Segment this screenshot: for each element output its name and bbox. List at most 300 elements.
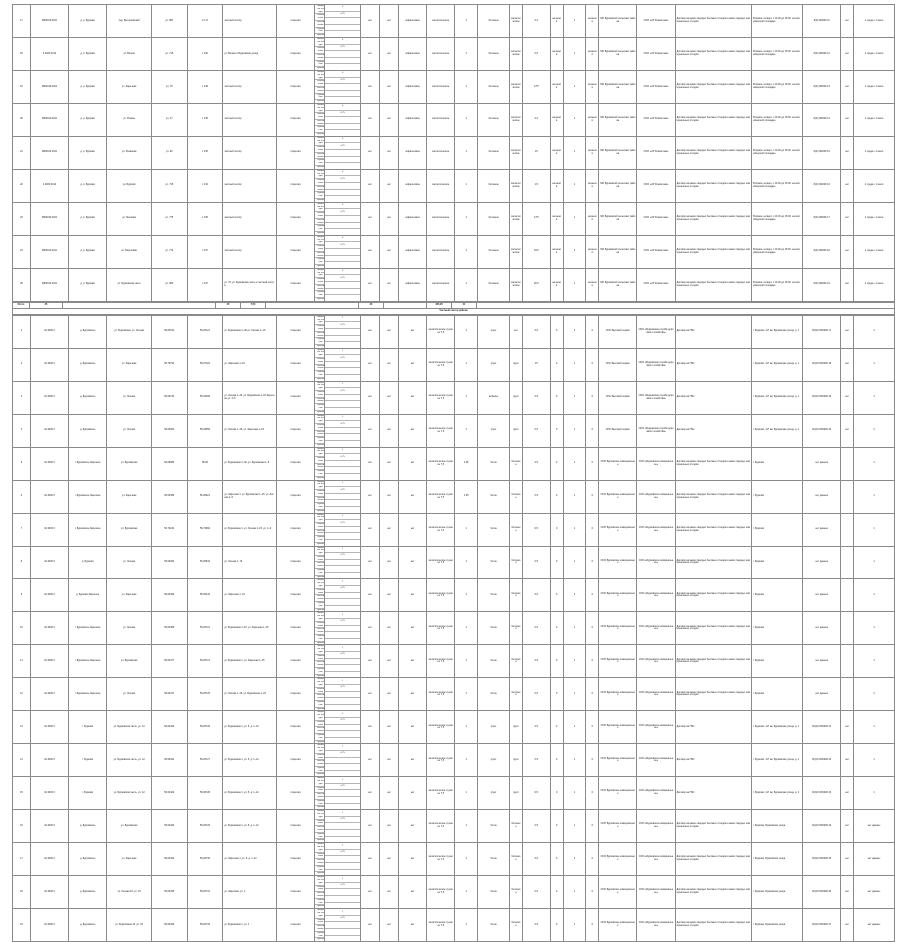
waste-type-label: пищевые отходы bbox=[315, 579, 324, 588]
waste-type-value bbox=[325, 573, 360, 579]
waste-type-label: смешанные bbox=[315, 523, 324, 530]
waste-type-label: бумажные bbox=[315, 192, 324, 199]
waste-type-label: прочие bbox=[317, 166, 325, 169]
table-a-cell-v2: на вызов bbox=[550, 5, 563, 38]
table-b-cell-loc: г. Бурково bbox=[69, 744, 107, 777]
table-a-cell-m1: нет bbox=[360, 169, 379, 202]
table-b-cell-v3: 1 bbox=[563, 843, 586, 876]
table-a-row bbox=[13, 103, 895, 136]
table-a-cell-cat: открытая bbox=[276, 37, 314, 70]
table-b-row bbox=[13, 777, 895, 810]
waste-type-label: прочие bbox=[317, 34, 325, 37]
waste-type-label: пищевые отходы bbox=[315, 5, 324, 14]
table-b-cell-m3: нет bbox=[399, 744, 427, 777]
waste-type-value: 0,75 bbox=[325, 143, 360, 150]
table-a-cell-v1: 0,75 bbox=[522, 70, 550, 103]
table-b-cell-loc: г. Бурковское Заречное bbox=[69, 513, 107, 546]
table-b-cell-m4: металлическое лучевое 7,5 bbox=[427, 810, 455, 843]
waste-type-value bbox=[325, 804, 360, 810]
table-a-cell-y: нет bbox=[841, 136, 854, 169]
table-b-cell-kind: ул. Бурковская 1, ул. Заречная 1–15 bbox=[223, 645, 277, 678]
table-a-cell-v1: 15 bbox=[522, 136, 550, 169]
table-b-cell-end: 1 bbox=[854, 579, 895, 612]
waste-type-label: прочие bbox=[317, 608, 325, 611]
table-a-cell-m1: нет bbox=[360, 202, 379, 235]
table-b-cell-kind: ул. Бурковская 1, ул. 5, д. 1–12 bbox=[223, 777, 277, 810]
table-a-cell-m1: нет bbox=[360, 70, 379, 103]
table-b-cell-kind: ул. Бурковская 1–48 ул. Лесная 1–16 bbox=[223, 315, 277, 348]
table-b-cell-m3: нет bbox=[399, 777, 427, 810]
waste-type-label: прочие bbox=[317, 67, 325, 70]
table-b-cell-contract: Договор на ГБО bbox=[675, 414, 751, 447]
table-a-cell-m6: бетонное bbox=[478, 235, 510, 268]
table-a-cell-m2: нет bbox=[380, 235, 399, 268]
table-a-cell-m6: бетонное bbox=[478, 202, 510, 235]
table-b-cell-v3: 1 bbox=[563, 447, 586, 480]
table-b-cell-v4: 0 bbox=[586, 579, 599, 612]
table-b-cell-sched: г. Бурково, 117 км, Бурковская улица, д. 1 bbox=[752, 348, 803, 381]
table-b-cell-org: ООО Бурковское коммунальное bbox=[599, 447, 637, 480]
table-b-cell-v4: 0 bbox=[586, 414, 599, 447]
table-b-cell-street: ул. Бурковская часть, ул. 12 bbox=[107, 711, 152, 744]
table-b-cell-m4: металлическое лучевое 7,5 bbox=[427, 645, 455, 678]
table-a-cell-m1: нет bbox=[360, 136, 379, 169]
table-b-cell-phone: 8(4)3 0150000 17 bbox=[803, 315, 841, 348]
table-b-cell-m4: металлическое лучевое 7,5 bbox=[427, 777, 455, 810]
table-b-cell-org: ООО Бурковское коммунальное bbox=[599, 513, 637, 546]
waste-type-value bbox=[325, 249, 360, 256]
table-a-cell-phone: 8(4) 000000 18 bbox=[803, 235, 841, 268]
waste-type-label: пластиковые bbox=[315, 595, 324, 602]
table-a-cell-contract: Договор на вывоз твердых бытовых отходов и вывоз твердых коммунальных отходов bbox=[675, 202, 751, 235]
table-a-cell-contract: Договор на вывоз твердых бытовых отходов и вывоз твердых коммунальных отходов bbox=[675, 37, 751, 70]
table-b-cell-end: 1 bbox=[854, 744, 895, 777]
table-b-cell-y bbox=[841, 480, 854, 513]
table-b-cell-v4: 0 bbox=[586, 480, 599, 513]
waste-type-value: 0,75 bbox=[325, 487, 360, 494]
table-b-cell-street: ул. Бурковская 16, ул. 15 bbox=[107, 909, 152, 942]
table-b-cell-m5: 1 bbox=[455, 711, 478, 744]
table-b-cell-phone: 8(4)3 0150000 23 bbox=[803, 777, 841, 810]
table-b-cell-m7: бетонное bbox=[510, 612, 523, 645]
table-b-cell-n: 11 bbox=[13, 645, 31, 678]
waste-type-value bbox=[325, 626, 360, 633]
waste-type-label: пищевые отходы bbox=[315, 269, 324, 278]
table-a-cell-v4: на вызов bbox=[586, 268, 599, 301]
table-b-cell-m6: бетон bbox=[478, 546, 510, 579]
table-b-cell-n: 9 bbox=[13, 579, 31, 612]
table-b-cell-v4: 0 bbox=[586, 546, 599, 579]
table-b-cell-code: 42 4000 0 bbox=[30, 414, 68, 447]
table-b-cell-contract: Договор на вывоз твердых бытовых отходов и вывоз твердых коммунальных отходов bbox=[675, 447, 751, 480]
table-b-cell-sched: г. Бурково bbox=[752, 447, 803, 480]
table-b-cell-m4: металлическое лучевое 7,5 bbox=[427, 480, 455, 513]
table-b-cell-n: 3 bbox=[13, 381, 31, 414]
table-b-cell-m1: нет bbox=[360, 480, 379, 513]
table-a-cell-v2: на вызов bbox=[550, 235, 563, 268]
table-a-cell-m3: асфальтовое bbox=[399, 103, 427, 136]
waste-type-label: пищевые отходы bbox=[315, 104, 324, 113]
table-a-cell-street: ул. Вишня bbox=[107, 37, 152, 70]
table-b-cell-addr: 56,00444 bbox=[187, 579, 223, 612]
table-a-cell-no: ул. 775 bbox=[151, 202, 187, 235]
table-a-cell-addr: с 148 bbox=[187, 70, 223, 103]
waste-type-label: бумажные bbox=[315, 291, 324, 298]
waste-type-label: прочие bbox=[317, 133, 325, 136]
table-b-cell-m7: грунт bbox=[510, 348, 523, 381]
table-b-cell-addr: 56,00 bbox=[187, 447, 223, 480]
table-b-cell-v1: 0,5 bbox=[522, 381, 550, 414]
table-b-row bbox=[13, 513, 895, 546]
table-b-cell-m5: 1 bbox=[455, 678, 478, 711]
table-b-cell-sched: г. Бурково, Бурковская улица bbox=[752, 843, 803, 876]
waste-type-label: пищевые отходы bbox=[315, 170, 324, 179]
table-b-cell-v1: 0,5 bbox=[522, 909, 550, 942]
waste-type-value bbox=[325, 665, 360, 672]
table-b-cell-m7: грунт bbox=[510, 414, 523, 447]
table-b-cell-kind: ул. Заречная 1–16 bbox=[223, 348, 277, 381]
waste-type-label: прочие bbox=[317, 264, 325, 267]
table-b-cell-owner: ООО «Бурковское коммунальное» bbox=[637, 711, 675, 744]
waste-type-value bbox=[325, 130, 360, 136]
table-b-cell-v3: 1 bbox=[563, 381, 586, 414]
table-a-cell-cat: открытая bbox=[276, 169, 314, 202]
table-b-cell-phone: 8(4)3 0150000 21 bbox=[803, 711, 841, 744]
table-b-cell-addr: 56,00731 bbox=[187, 876, 223, 909]
waste-type-label: пищевые отходы bbox=[315, 38, 324, 47]
waste-type-value bbox=[325, 97, 360, 103]
table-b-cell-end: 1 bbox=[854, 645, 895, 678]
waste-type-value bbox=[325, 150, 360, 157]
table-b-cell-v2: 0 bbox=[550, 381, 563, 414]
table-b-cell-no: 56,00422 bbox=[151, 777, 187, 810]
table-a-cell-contract: Договор на вывоз твердых бытовых отходов и вывоз твердых коммунальных отходов bbox=[675, 70, 751, 103]
table-b-cell-cat: открытая bbox=[276, 513, 314, 546]
table-b-row bbox=[13, 645, 895, 678]
table-b-cell-v3: 1 bbox=[563, 810, 586, 843]
waste-type-value bbox=[325, 830, 360, 837]
table-b-cell-v2: 0 bbox=[550, 876, 563, 909]
waste-type-value bbox=[325, 929, 360, 936]
waste-type-value: 1 bbox=[325, 415, 360, 422]
table-b-cell-m7: грунт bbox=[510, 381, 523, 414]
table-a-row bbox=[13, 37, 895, 70]
table-a-cell-end: 1 среда • 1 июля bbox=[854, 268, 895, 301]
table-a-cell-m4: металлическое bbox=[427, 70, 455, 103]
table-a-cell-phone: 8(4) 000000 16 bbox=[803, 169, 841, 202]
table-b-cell-org: ООО Бурковское коммунальное bbox=[599, 777, 637, 810]
waste-type-value: 1 bbox=[325, 876, 360, 883]
table-a-cell-v4: на вызов bbox=[586, 235, 599, 268]
waste-type-value bbox=[325, 527, 360, 534]
table-a-cell-street: ул. Рязань bbox=[107, 103, 152, 136]
waste-type-label: пластиковые bbox=[315, 87, 324, 94]
table-b-cell-loc: д. Бурковское bbox=[69, 315, 107, 348]
table-b-cell-v1: 0,5 bbox=[522, 744, 550, 777]
table-b-cell-m2: нет bbox=[380, 480, 399, 513]
table-a-cell-sched: Вторник–четверг, с 14:00 до 15:00, на контейнерной площадке bbox=[752, 37, 803, 70]
waste-type-value: 0,75 bbox=[325, 817, 360, 824]
table-a-cell-y: нет bbox=[841, 5, 854, 38]
table-b-cell-n: 1 bbox=[13, 315, 31, 348]
table-b-cell-end: 1 bbox=[854, 678, 895, 711]
table-b-cell-kind: ул. Бурковская 1–32, ул. Бурковская 1–5 bbox=[223, 447, 277, 480]
waste-type-value bbox=[325, 672, 360, 678]
table-a-cell-n: 17 bbox=[13, 5, 31, 38]
waste-type-value: 0 bbox=[325, 71, 360, 78]
table-b-cell-y bbox=[841, 579, 854, 612]
table-b-cell-loc: д. Бурковское bbox=[69, 381, 107, 414]
table-b-cell-v1: 0,5 bbox=[522, 645, 550, 678]
table-b-cell-m7: бетонное bbox=[510, 513, 523, 546]
table-a-cell-v4: на вызов bbox=[586, 70, 599, 103]
table-b-cell-m5: 1 bbox=[455, 381, 478, 414]
table-b-cell-street: ул. Бурковская, ул. Лесная bbox=[107, 315, 152, 348]
table-b-cell-kind: ул. Бурковская 1, ул. 5, д. 1–12 bbox=[223, 744, 277, 777]
waste-type-label: прочие bbox=[317, 542, 325, 545]
table-b-cell-contract: Договор на вывоз твердых бытовых отходов и вывоз твердых коммунальных отходов bbox=[675, 513, 751, 546]
table-a-row bbox=[13, 268, 895, 301]
table-b-cell-code: 42 4000 0 bbox=[30, 876, 68, 909]
table-a-cell-no: ул. 983 bbox=[151, 268, 187, 301]
waste-type-value: 0,75 bbox=[325, 454, 360, 461]
table-b-cell-addr: 56,00727 bbox=[187, 744, 223, 777]
table-b-cell-owner: ООО «Бурковское коммунальное» bbox=[637, 546, 675, 579]
waste-type-value: 0,75 bbox=[325, 322, 360, 329]
table-b-cell-code: 42 4000 0 bbox=[30, 348, 68, 381]
table-b-cell-v4: 0 bbox=[586, 876, 599, 909]
table-b-row bbox=[13, 711, 895, 744]
table-b-cell-owner: ООО «Бурковское коммунальное» bbox=[637, 579, 675, 612]
waste-type-label: бумажные bbox=[315, 932, 324, 939]
table-b-cell-sched: г. Бурково bbox=[752, 480, 803, 513]
table-b-cell-v2: 0 bbox=[550, 447, 563, 480]
table-b-cell-m5: 1 bbox=[455, 843, 478, 876]
waste-type-value: 1 bbox=[325, 448, 360, 455]
waste-type-value bbox=[325, 58, 360, 65]
table-a-cell-y: нет bbox=[841, 235, 854, 268]
table-b-cell-addr: 56,00728 bbox=[187, 777, 223, 810]
table-b-cell-m7: бетонное bbox=[510, 909, 523, 942]
waste-type-value bbox=[325, 705, 360, 711]
waste-type-label: пластиковые bbox=[315, 153, 324, 160]
waste-type-value: 0,75 bbox=[325, 520, 360, 527]
table-a-cell-v2: на вызов bbox=[550, 70, 563, 103]
waste-type-value: 1 bbox=[325, 711, 360, 718]
table-b-cell-n: 6 bbox=[13, 480, 31, 513]
table-b-cell-no: 56,00480 bbox=[151, 612, 187, 645]
table-b-cell-m1: нет bbox=[360, 909, 379, 942]
table-b-cell-org: ООО Бурковское коммунальное bbox=[599, 711, 637, 744]
table-a-cell-n: 20 bbox=[13, 103, 31, 136]
table-b-cell-no: 56,00417 bbox=[151, 678, 187, 711]
table-a-cell-m2: нет bbox=[380, 268, 399, 301]
waste-type-label: пищевые отходы bbox=[315, 678, 324, 687]
table-a-cell-phone: 8(4) 000000 11 bbox=[803, 5, 841, 38]
waste-type-label: пищевые отходы bbox=[315, 514, 324, 523]
waste-type-value: 1 bbox=[325, 909, 360, 916]
table-b-cell-m3: нет bbox=[399, 810, 427, 843]
waste-type-label: пищевые отходы bbox=[315, 547, 324, 556]
table-a-row bbox=[13, 136, 895, 169]
waste-type-label: смешанные bbox=[315, 787, 324, 794]
table-b-cell-contract: Договор на вывоз твердых бытовых отходов и вывоз твердых коммунальных отходов bbox=[675, 810, 751, 843]
table-a-row bbox=[13, 235, 895, 268]
waste-type-value: 0,75 bbox=[325, 850, 360, 857]
table-a-cell-phone: 8(4) 000000 17 bbox=[803, 202, 841, 235]
waste-type-label: бумажные bbox=[315, 503, 324, 510]
summary-total2: 7,50 bbox=[241, 302, 266, 308]
waste-type-label: бумажные bbox=[315, 61, 324, 68]
waste-type-label: смешанные bbox=[315, 919, 324, 926]
waste-type-value bbox=[325, 725, 360, 732]
waste-type-label: прочие bbox=[317, 674, 325, 677]
table-b-cell-no: 56,00426 bbox=[151, 909, 187, 942]
waste-type-label: бумажные bbox=[315, 258, 324, 265]
table-b-cell-v2: 0 bbox=[550, 744, 563, 777]
table-b-cell-m5: 1,05 bbox=[455, 480, 478, 513]
table-b-cell-street: ул. Лесная bbox=[107, 546, 152, 579]
table-a-cell-contract: Договор на вывоз твердых бытовых отходов и вывоз твердых коммунальных отходов bbox=[675, 136, 751, 169]
table-b-cell-m3: нет bbox=[399, 612, 427, 645]
table-b-cell-n: 7 bbox=[13, 513, 31, 546]
table-b-cell-street: ул. Бурковская bbox=[107, 810, 152, 843]
table-b-cell-cat: открытая bbox=[276, 711, 314, 744]
table-b-cell-v2: 0 bbox=[550, 810, 563, 843]
table-a-cell-addr: с 0,17 bbox=[187, 5, 223, 38]
table-b-cell-m2: нет bbox=[380, 381, 399, 414]
waste-type-value bbox=[325, 282, 360, 289]
table-b-cell-sched: г. Бурково, 117 км, Бурковская улица, д. 1 bbox=[752, 315, 803, 348]
table-a-cell-owner: ООО «АР Ремонтная» bbox=[637, 103, 675, 136]
table-a-cell-cat: открытая bbox=[276, 136, 314, 169]
waste-type-label: пластиковые bbox=[315, 562, 324, 569]
table-b-cell-org: ООО Бурковское коммунальное bbox=[599, 546, 637, 579]
table-b-cell-y: нет bbox=[841, 909, 854, 942]
table-a-cell-v2: на вызов bbox=[550, 268, 563, 301]
table-a-cell-v4: на вызов bbox=[586, 202, 599, 235]
waste-type-label: прочие bbox=[317, 839, 325, 842]
waste-type-label: пластиковые bbox=[315, 859, 324, 866]
table-b-cell-v3: 1 bbox=[563, 876, 586, 909]
table-b-cell-y: нет bbox=[841, 381, 854, 414]
table-b-cell-m4: металлическое лучевое 7,5 bbox=[427, 447, 455, 480]
table-b-cell-m7: бетонное bbox=[510, 810, 523, 843]
table-b-cell-phone: нет данных bbox=[803, 612, 841, 645]
table-b-cell-n: 5 bbox=[13, 447, 31, 480]
table-b-cell-phone: нет данных bbox=[803, 678, 841, 711]
waste-type-label: бумажные bbox=[315, 701, 324, 708]
table-b-cell-m1: нет bbox=[360, 876, 379, 909]
table-a-cell-addr: с 134 bbox=[187, 169, 223, 202]
table-a-cell-m7: металлическое bbox=[510, 5, 523, 38]
table-b-cell-phone: 8(4)3 0150000 26 bbox=[803, 876, 841, 909]
table-b-cell-loc: д. Бурковское bbox=[69, 414, 107, 447]
table-b-cell-m7: грунт bbox=[510, 744, 523, 777]
table-b-cell-owner: ООО «Бурковское коммунальное» bbox=[637, 447, 675, 480]
table-b-cell-kind: ул. Лесная 1, 16 bbox=[223, 546, 277, 579]
table-b-cell-contract: Договор на вывоз твердых бытовых отходов и вывоз твердых коммунальных отходов bbox=[675, 645, 751, 678]
waste-type-label: пищевые отходы bbox=[315, 71, 324, 80]
table-a-cell-m6: бетонное bbox=[478, 70, 510, 103]
waste-type-label: смешанные bbox=[315, 820, 324, 827]
table-a-cell-m4: металлическое bbox=[427, 235, 455, 268]
table-b-cell-addr: 56,00621 bbox=[187, 480, 223, 513]
waste-type-label: прочие bbox=[317, 377, 325, 380]
table-b-cell-kind: ул. Бурковская 1–15, ул. Заречная 1–15 bbox=[223, 612, 277, 645]
waste-type-label: бумажные bbox=[315, 800, 324, 807]
table-b-cell-no: 56,00420 bbox=[151, 711, 187, 744]
waste-type-label: бумажные bbox=[315, 899, 324, 906]
table-b-cell-m7: нет bbox=[510, 315, 523, 348]
table-a-cell-org: МО Бурковский сельсовет района bbox=[599, 37, 637, 70]
table-a-cell-m2: нет bbox=[380, 136, 399, 169]
table-b-cell-code: 42 4000 0 bbox=[30, 480, 68, 513]
waste-type-label: пластиковые bbox=[315, 120, 324, 127]
table-b-cell-sched: г. Бурково bbox=[752, 546, 803, 579]
waste-type-label: смешанные bbox=[315, 688, 324, 695]
table-b-row bbox=[13, 447, 895, 480]
table-a-cell-m2: нет bbox=[380, 5, 399, 38]
table-b-cell-code: 42 4000 0 bbox=[30, 843, 68, 876]
table-b-cell-addr: 56,00721 bbox=[187, 645, 223, 678]
table-b-cell-m3: нет bbox=[399, 843, 427, 876]
table-b-cell-v1: 0,5 bbox=[522, 480, 550, 513]
table-a-cell-addr: с 137 bbox=[187, 268, 223, 301]
table-b-cell-cat: открытая bbox=[276, 645, 314, 678]
table-b-cell-m7: бетонное bbox=[510, 876, 523, 909]
table-b-cell-org: ООО Бурковское коммунальное bbox=[599, 909, 637, 942]
table-b-cell-m4: металлическое лучевое 7,5 bbox=[427, 513, 455, 546]
waste-type-value: 0,75 bbox=[325, 111, 360, 118]
table-b-cell-code: 42 4000 0 bbox=[30, 612, 68, 645]
table-a-cell-m4: металлическое bbox=[427, 169, 455, 202]
table-a-cell-addr: с 135 bbox=[187, 202, 223, 235]
table-a-cell-m7: металлическое bbox=[510, 169, 523, 202]
table-b-row bbox=[13, 480, 895, 513]
table-b-cell-no: 56,00424 bbox=[151, 843, 187, 876]
waste-type-label: смешанные bbox=[315, 721, 324, 728]
table-b-cell-kind: ул. Бурковская 1, ул. 5, д. 1–12 bbox=[223, 810, 277, 843]
table-b-cell-cat: открытая bbox=[276, 414, 314, 447]
section-title: Частный сектор района bbox=[13, 308, 895, 314]
table-b-cell-end: 1 bbox=[854, 315, 895, 348]
table-b-cell-m3: нет bbox=[399, 711, 427, 744]
table-b-cell-m1: нет bbox=[360, 612, 379, 645]
waste-type-value bbox=[325, 507, 360, 513]
table-b-cell-m4: металлическое лучевое 7,5 bbox=[427, 315, 455, 348]
waste-type-value bbox=[325, 262, 360, 268]
table-a-cell-v1: 1,5 bbox=[522, 169, 550, 202]
waste-type-value: 0,75 bbox=[325, 355, 360, 362]
table-b-cell-v4: 0 bbox=[586, 513, 599, 546]
waste-type-value: 1 bbox=[325, 744, 360, 751]
table-a-cell-cat: открытая bbox=[276, 5, 314, 38]
waste-type-label: прочие bbox=[317, 443, 325, 446]
table-b-cell-m2: нет bbox=[380, 315, 399, 348]
waste-type-label: пластиковые bbox=[315, 694, 324, 701]
table-b-cell-v2: 0 bbox=[550, 678, 563, 711]
waste-type-label: бумажные bbox=[315, 159, 324, 166]
table-b-cell-v4: 0 bbox=[586, 315, 599, 348]
table-a-cell-owner: ООО «АР Ремонтная» bbox=[637, 5, 675, 38]
table-b-cell-m4: металлическое лучевое 7,5 bbox=[427, 711, 455, 744]
waste-type-value: 0,75 bbox=[325, 242, 360, 249]
table-b-cell-phone: нет данных bbox=[803, 447, 841, 480]
table-b-cell-n: 16 bbox=[13, 810, 31, 843]
table-b-cell-end: 1 bbox=[854, 480, 895, 513]
waste-type-value: 1 bbox=[325, 382, 360, 389]
